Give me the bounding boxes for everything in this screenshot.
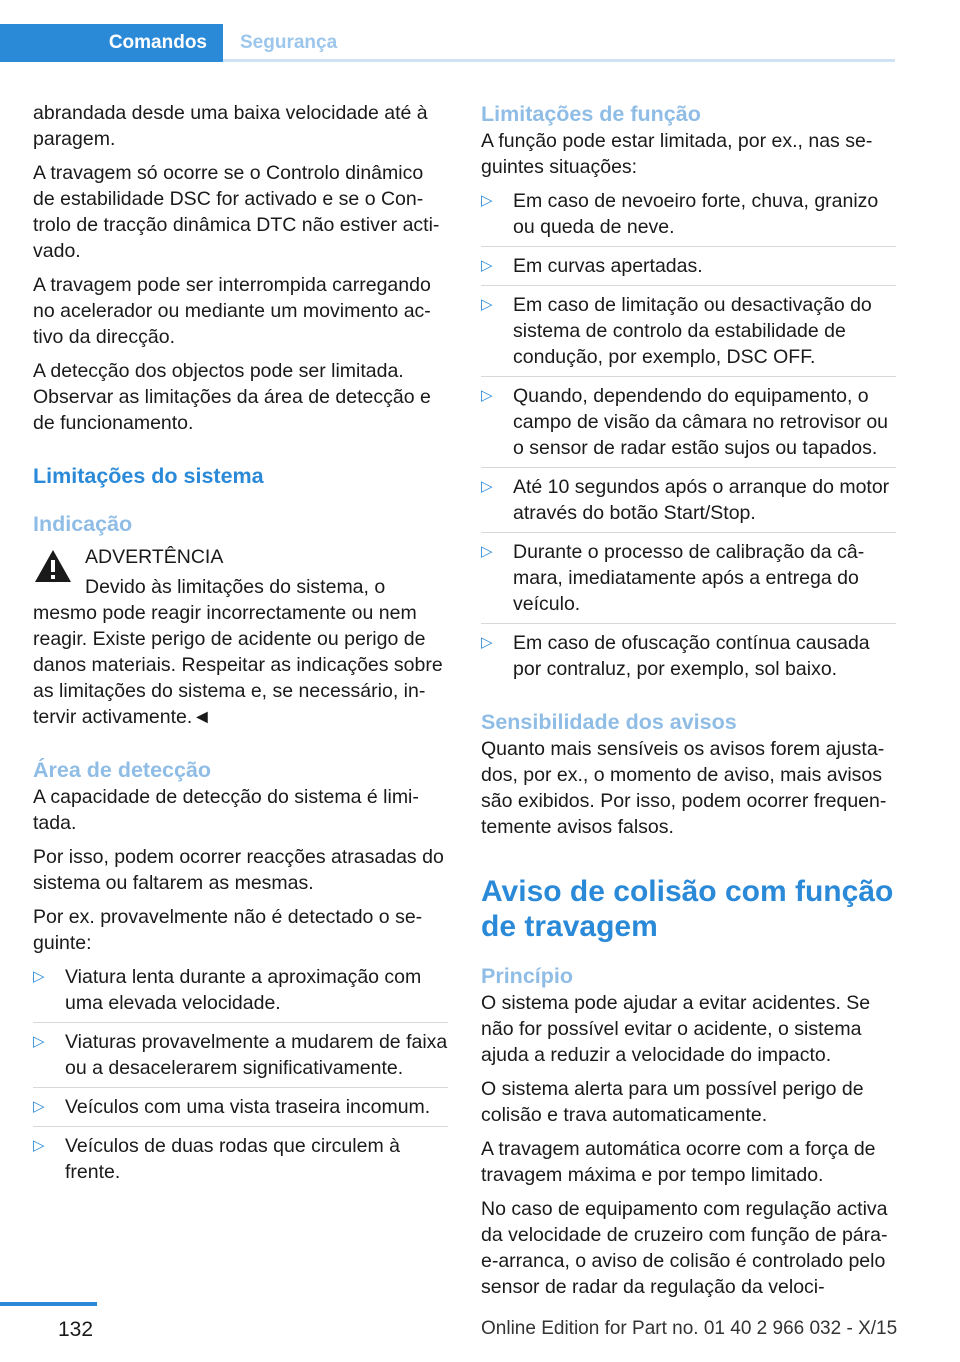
list-item: ▷ Em caso de limitação ou desactivação do sistema de controlo da estabilidade de condução, por exemplo, DSC OFF.	[481, 292, 896, 377]
list-item: ▷ Até 10 segundos após o arranque do motor através do botão Start/Stop.	[481, 474, 896, 533]
triangle-right-icon: ▷	[481, 257, 493, 274]
paragraph: A travagem só ocorre se o Controlo dinâmico de estabilidade DSC for activado e se o Controlo de tracção dinâmica DTC não estiver activado.	[33, 162, 440, 262]
triangle-right-icon: ▷	[481, 296, 493, 313]
triangle-right-icon: ▷	[33, 1098, 45, 1115]
tab-seguranca[interactable]: Segurança	[240, 32, 338, 53]
heading-system-limits: Limitações do sistema	[33, 464, 264, 488]
paragraph: A capacidade de detecção do sistema é limitada.	[33, 786, 419, 834]
triangle-right-icon: ▷	[481, 387, 493, 404]
list-item: ▷ Em caso de nevoeiro forte, chuva, granizo ou queda de neve.	[481, 188, 896, 247]
list-item: ▷ Viaturas provavelmente a mudarem de faixa ou a desacelerarem significativamente.	[33, 1029, 448, 1088]
warning-text: mesmo pode reagir incorrectamente ou nem reagir. Existe perigo de acidente ou perigo de danos materiais. Respeitar as indicações sobre as limitações do sistema e, se necessário, intervir activamente.◄	[33, 602, 443, 728]
warning-title: ADVERTÊNCIA	[85, 546, 224, 568]
list-item: ▷ Em curvas apertadas.	[481, 253, 896, 286]
paragraph: A travagem automática ocorre com a força de travagem máxima e por tempo limitado.	[481, 1138, 876, 1186]
paragraph: A travagem pode ser interrompida carregando no acelerador ou mediante um movimento activo da direcção.	[33, 274, 431, 348]
triangle-right-icon: ▷	[481, 478, 493, 495]
page-number: 132	[58, 1318, 94, 1341]
list-item: ▷ Em caso de ofuscação contínua causada por contraluz, por exemplo, sol baixo.	[481, 632, 870, 680]
heading-indication: Indicação	[33, 512, 133, 536]
paragraph: O sistema alerta para um possível perigo de colisão e trava automaticamente.	[481, 1078, 864, 1126]
heading-function-limits: Limitações de função	[481, 102, 701, 126]
list-item: ▷ Veículos com uma vista traseira incomum.	[33, 1094, 448, 1127]
list-item: ▷ Quando, dependendo do equipamento, o campo de visão da câmara no retrovisor ou o sensor de radar estão sujos ou tapados.	[481, 383, 896, 468]
bullet-list	[481, 188, 896, 688]
heading-principle: Princípio	[481, 964, 573, 988]
list-item: ▷ Viatura lenta durante a aproximação com uma elevada velocidade.	[33, 964, 448, 1023]
paragraph: Quanto mais sensíveis os avisos forem ajustados, por ex., o momento de aviso, mais avisos são exibidos. Por isso, podem ocorrer frequentemente avisos falsos.	[481, 738, 887, 838]
heading-detection-area: Área de detecção	[33, 758, 212, 782]
triangle-right-icon: ▷	[481, 543, 493, 560]
warning-triangle-icon	[33, 548, 73, 584]
bullet-list	[33, 964, 448, 1191]
warning-text-first-line: Devido às limitações do sistema, o	[85, 576, 386, 598]
heading-warning-sensitivity: Sensibilidade dos avisos	[481, 710, 737, 734]
left-column	[33, 100, 448, 1197]
warning-block	[33, 544, 448, 730]
paragraph: No caso de equipamento com regulação activa da velocidade de cruzeiro com função de pára-e-arranca, o aviso de colisão é controlado pelo sensor de radar da regulação da veloci-	[481, 1198, 888, 1298]
right-column	[481, 100, 896, 1308]
paragraph: A detecção dos objectos pode ser limitada. Observar as limitações da área de detecção e de funcionamento.	[33, 360, 431, 434]
tab-comandos[interactable]: Comandos	[0, 24, 223, 62]
paragraph: Por ex. provavelmente não é detectado o seguinte:	[33, 906, 423, 954]
header-tabbar	[0, 24, 895, 62]
list-item: ▷ Durante o processo de calibração da câmara, imediatamente após a entrega do veículo.	[481, 539, 896, 624]
footer-rule	[0, 1302, 97, 1306]
triangle-right-icon: ▷	[481, 634, 493, 651]
tab-underline	[223, 59, 895, 62]
heading-collision-warning: Aviso de colisão com função de travagem	[481, 875, 894, 943]
paragraph: O sistema pode ajudar a evitar acidentes. Se não for possível evitar o acidente, o sistema ajuda a reduzir a velocidade do impacto.	[481, 992, 871, 1066]
paragraph: A função pode estar limitada, por ex., nas seguintes situações:	[481, 130, 873, 178]
triangle-right-icon: ▷	[33, 968, 45, 985]
triangle-right-icon: ▷	[33, 1033, 45, 1050]
paragraph: abrandada desde uma baixa velocidade até à paragem.	[33, 102, 428, 150]
paragraph: Por isso, podem ocorrer reacções atrasadas do sistema ou faltarem as mesmas.	[33, 846, 444, 894]
triangle-right-icon: ▷	[481, 192, 493, 209]
footer-edition: Online Edition for Part no. 01 40 2 966 032 - X/15	[481, 1318, 898, 1339]
list-item: ▷ Veículos de duas rodas que circulem à frente.	[33, 1135, 400, 1183]
triangle-right-icon: ▷	[33, 1137, 45, 1154]
